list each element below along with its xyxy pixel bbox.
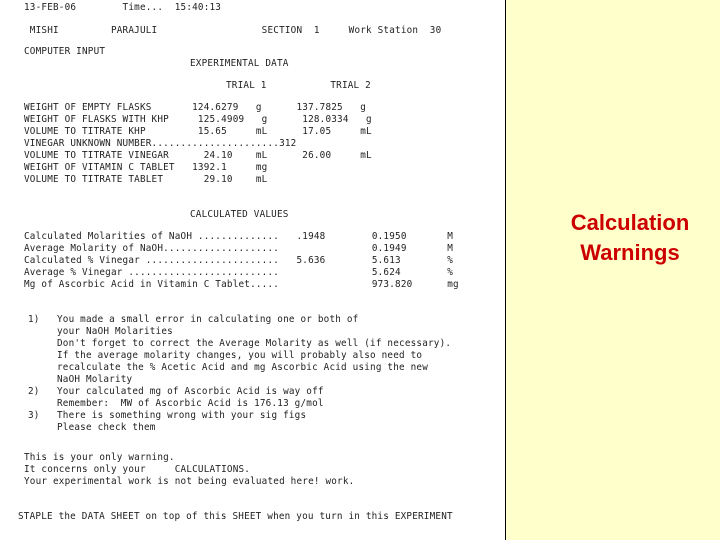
calculated-row: Calculated Molarities of NaOH .............. .1948 0.1950 M xyxy=(24,231,453,242)
input-row: VOLUME TO TITRATE TABLET 29.10 mL xyxy=(24,174,268,185)
staple-instruction: STAPLE the DATA SHEET on top of this SHEET when you turn in this EXPERIMENT xyxy=(18,511,453,522)
input-row: VINEGAR UNKNOWN NUMBER......................312 xyxy=(24,138,297,149)
warning-line: NaOH Molarity xyxy=(28,374,133,385)
warning-line: 1) You made a small error in calculating one or both of xyxy=(28,314,359,325)
header-student-info: MISHI PARAJULI SECTION 1 Work Station 30 xyxy=(24,25,442,36)
input-row: VOLUME TO TITRATE VINEGAR 24.10 mL 26.00 mL xyxy=(24,150,372,161)
input-row: WEIGHT OF VITAMIN C TABLET 1392.1 mg xyxy=(24,162,268,173)
experimental-data-title: EXPERIMENTAL DATA xyxy=(190,58,289,69)
header-date-time: 13-FEB-06 Time... 15:40:13 xyxy=(24,2,222,13)
warning-line: 3) There is something wrong with your sig figs xyxy=(28,410,307,421)
calculated-row: Average Molarity of NaOH.................... 0.1949 M xyxy=(24,243,453,254)
slide-title xyxy=(540,208,720,268)
calculated-row: Calculated % Vinegar ....................... 5.636 5.613 % xyxy=(24,255,453,266)
warning-line: Please check them xyxy=(28,422,156,433)
slide-title-line1: Calculation xyxy=(570,210,690,235)
computer-input-heading: COMPUTER INPUT xyxy=(24,46,106,57)
warning-line: Remember: MW of Ascorbic Acid is 176.13 g/mol xyxy=(28,398,324,409)
slide-title-line2: Warnings xyxy=(580,240,680,265)
footer-line: This is your only warning. xyxy=(24,452,175,463)
input-row: VOLUME TO TITRATE KHP 15.65 mL 17.05 mL xyxy=(24,126,372,137)
input-row: WEIGHT OF FLASKS WITH KHP 125.4909 g 128.0334 g xyxy=(24,114,372,125)
trials-header: TRIAL 1 TRIAL 2 xyxy=(226,80,371,91)
footer-line: It concerns only your CALCULATIONS. xyxy=(24,464,251,475)
warning-line: recalculate the % Acetic Acid and mg Ascorbic Acid using the new xyxy=(28,362,429,373)
calculated-values-title: CALCULATED VALUES xyxy=(190,209,289,220)
warning-line: Don't forget to correct the Average Molarity as well (if necessary). xyxy=(28,338,452,349)
warning-line: your NaOH Molarities xyxy=(28,326,173,337)
calculated-row: Average % Vinegar .......................... 5.624 % xyxy=(24,267,453,278)
warning-line: 2) Your calculated mg of Ascorbic Acid is way off xyxy=(28,386,324,397)
footer-line: Your experimental work is not being evaluated here! work. xyxy=(24,476,355,487)
warning-line: If the average molarity changes, you will probably also need to xyxy=(28,350,423,361)
calculated-row: Mg of Ascorbic Acid in Vitamin C Tablet..... 973.820 mg xyxy=(24,279,459,290)
input-row: WEIGHT OF EMPTY FLASKS 124.6279 g 137.7825 g xyxy=(24,102,367,113)
